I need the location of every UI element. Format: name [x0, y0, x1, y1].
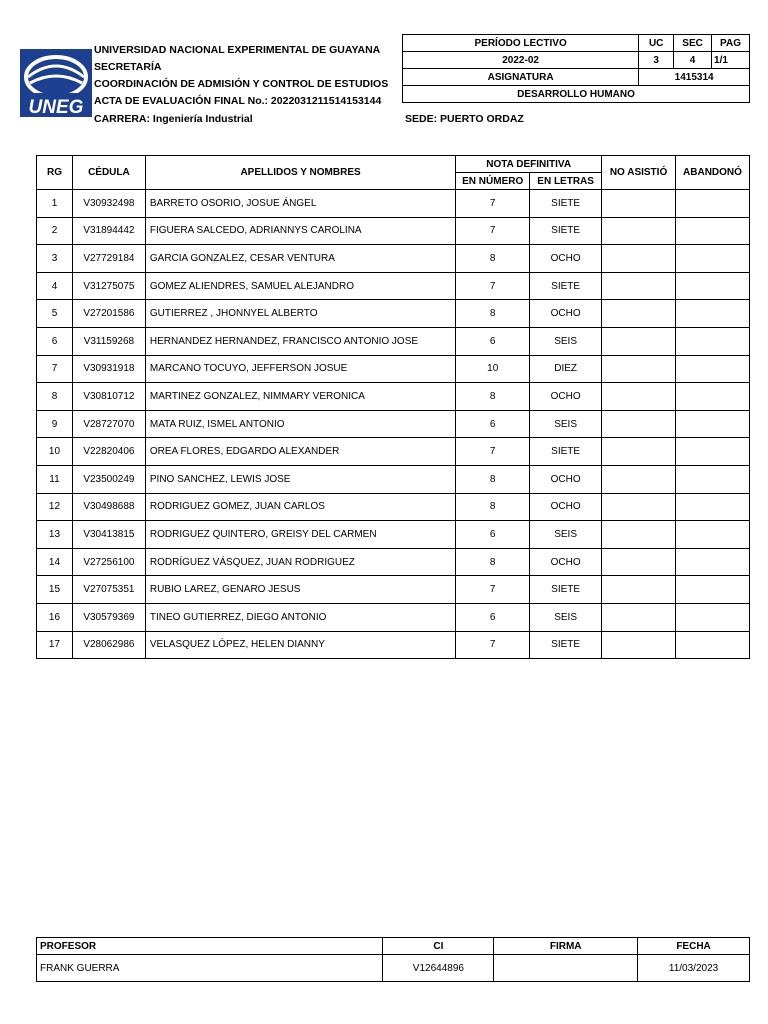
- no-asistio-cell: [602, 272, 676, 300]
- abandono-cell: [675, 603, 749, 631]
- nota-numero-cell: 7: [456, 631, 530, 659]
- header-no-asistio: NO ASISTIÓ: [602, 156, 676, 190]
- header-nombres: APELLIDOS Y NOMBRES: [145, 156, 455, 190]
- cedula-cell: V30931918: [72, 355, 145, 383]
- nota-letras-cell: SIETE: [530, 217, 602, 245]
- firma-cell: [494, 955, 638, 982]
- name-cell: GOMEZ ALIENDRES, SAMUEL ALEJANDRO: [145, 272, 455, 300]
- table-row: [37, 521, 750, 549]
- table-row: [37, 548, 750, 576]
- abandono-cell: [675, 355, 749, 383]
- no-asistio-cell: [602, 603, 676, 631]
- firma-label: FIRMA: [494, 938, 638, 955]
- cedula-cell: V23500249: [72, 465, 145, 493]
- nota-letras-cell: OCHO: [530, 245, 602, 273]
- header-numero: EN NÚMERO: [456, 173, 530, 190]
- no-asistio-cell: [602, 465, 676, 493]
- nota-numero-cell: 7: [456, 576, 530, 604]
- abandono-cell: [675, 245, 749, 273]
- table-row: [37, 576, 750, 604]
- name-cell: FIGUERA SALCEDO, ADRIANNYS CAROLINA: [145, 217, 455, 245]
- rg-cell: 15: [37, 576, 73, 604]
- coordinacion-label: COORDINACIÓN DE ADMISIÓN Y CONTROL DE ESTUDIOS: [94, 78, 389, 90]
- nota-letras-cell: SIETE: [530, 438, 602, 466]
- name-cell: TINEO GUTIERREZ, DIEGO ANTONIO: [145, 603, 455, 631]
- no-asistio-cell: [602, 217, 676, 245]
- nota-numero-cell: 8: [456, 493, 530, 521]
- table-row: [37, 493, 750, 521]
- rg-cell: 5: [37, 300, 73, 328]
- cedula-cell: V30810712: [72, 383, 145, 411]
- professor-table: [36, 937, 750, 982]
- nota-numero-cell: 10: [456, 355, 530, 383]
- name-cell: BARRETO OSORIO, JOSUE ÁNGEL: [145, 190, 455, 218]
- nota-numero-cell: 7: [456, 438, 530, 466]
- name-cell: HERNANDEZ HERNANDEZ, FRANCISCO ANTONIO JOSE: [145, 327, 455, 355]
- table-row: [37, 383, 750, 411]
- abandono-cell: [675, 410, 749, 438]
- abandono-cell: [675, 300, 749, 328]
- no-asistio-cell: [602, 410, 676, 438]
- nota-letras-cell: SIETE: [530, 631, 602, 659]
- no-asistio-cell: [602, 300, 676, 328]
- profesor-name: FRANK GUERRA: [37, 955, 383, 982]
- cedula-cell: V27201586: [72, 300, 145, 328]
- no-asistio-cell: [602, 548, 676, 576]
- header-letras: EN LETRAS: [530, 173, 602, 190]
- name-cell: MATA RUIZ, ISMEL ANTONIO: [145, 410, 455, 438]
- nota-letras-cell: OCHO: [530, 300, 602, 328]
- abandono-cell: [675, 272, 749, 300]
- secretaria-label: SECRETARÍA: [94, 61, 162, 73]
- uneg-logo: [20, 49, 92, 117]
- header-abandono: ABANDONÓ: [675, 156, 749, 190]
- pag-label: PAG: [712, 35, 750, 52]
- table-row: [37, 631, 750, 659]
- university-name: UNIVERSIDAD NACIONAL EXPERIMENTAL DE GUAYANA: [94, 44, 381, 56]
- ci-label: CI: [383, 938, 494, 955]
- no-asistio-cell: [602, 521, 676, 549]
- cedula-cell: V30579369: [72, 603, 145, 631]
- nota-numero-cell: 6: [456, 410, 530, 438]
- cedula-cell: V22820406: [72, 438, 145, 466]
- abandono-cell: [675, 438, 749, 466]
- nota-numero-cell: 7: [456, 217, 530, 245]
- abandono-cell: [675, 383, 749, 411]
- abandono-cell: [675, 521, 749, 549]
- no-asistio-cell: [602, 190, 676, 218]
- no-asistio-cell: [602, 438, 676, 466]
- asignatura-label: ASIGNATURA: [403, 69, 639, 86]
- name-cell: RODRIGUEZ QUINTERO, GREISY DEL CARMEN: [145, 521, 455, 549]
- table-row: [37, 300, 750, 328]
- periodo-label: PERÍODO LECTIVO: [403, 35, 639, 52]
- name-cell: RODRÍGUEZ VÁSQUEZ, JUAN RODRIGUEZ: [145, 548, 455, 576]
- periodo-value: 2022-02: [403, 52, 639, 69]
- rg-cell: 8: [37, 383, 73, 411]
- nota-numero-cell: 6: [456, 327, 530, 355]
- logo-text: UNEG: [28, 97, 84, 117]
- nota-letras-cell: OCHO: [530, 548, 602, 576]
- abandono-cell: [675, 631, 749, 659]
- nota-letras-cell: SIETE: [530, 272, 602, 300]
- cedula-cell: V30413815: [72, 521, 145, 549]
- table-row: [37, 438, 750, 466]
- nota-numero-cell: 7: [456, 190, 530, 218]
- name-cell: VELASQUEZ LÓPEZ, HELEN DIANNY: [145, 631, 455, 659]
- name-cell: GUTIERREZ , JHONNYEL ALBERTO: [145, 300, 455, 328]
- no-asistio-cell: [602, 493, 676, 521]
- sede-label: SEDE: PUERTO ORDAZ: [405, 113, 524, 125]
- asignatura-name: DESARROLLO HUMANO: [403, 86, 750, 103]
- abandono-cell: [675, 217, 749, 245]
- nota-numero-cell: 8: [456, 465, 530, 493]
- nota-numero-cell: 8: [456, 548, 530, 576]
- table-row: [37, 272, 750, 300]
- rg-cell: 11: [37, 465, 73, 493]
- nota-letras-cell: OCHO: [530, 383, 602, 411]
- rg-cell: 16: [37, 603, 73, 631]
- rg-cell: 17: [37, 631, 73, 659]
- carrera-label: CARRERA: Ingeniería Industrial: [94, 113, 253, 125]
- nota-letras-cell: SIETE: [530, 576, 602, 604]
- profesor-label: PROFESOR: [37, 938, 383, 955]
- no-asistio-cell: [602, 327, 676, 355]
- nota-letras-cell: DIEZ: [530, 355, 602, 383]
- cedula-cell: V28062986: [72, 631, 145, 659]
- table-row: [37, 355, 750, 383]
- course-info-table: [402, 34, 750, 103]
- fecha-label: FECHA: [638, 938, 750, 955]
- rg-cell: 14: [37, 548, 73, 576]
- rg-cell: 9: [37, 410, 73, 438]
- pag-value: 1/1: [712, 52, 750, 69]
- rg-cell: 1: [37, 190, 73, 218]
- nota-letras-cell: SIETE: [530, 190, 602, 218]
- nota-letras-cell: SEIS: [530, 327, 602, 355]
- acta-number: ACTA DE EVALUACIÓN FINAL No.: 2022031211514153144: [94, 95, 382, 107]
- table-row: [37, 190, 750, 218]
- table-row: [37, 410, 750, 438]
- abandono-cell: [675, 465, 749, 493]
- name-cell: RODRIGUEZ GOMEZ, JUAN CARLOS: [145, 493, 455, 521]
- uc-label: UC: [639, 35, 674, 52]
- rg-cell: 12: [37, 493, 73, 521]
- header-rg: RG: [37, 156, 73, 190]
- no-asistio-cell: [602, 245, 676, 273]
- abandono-cell: [675, 190, 749, 218]
- table-row: [37, 217, 750, 245]
- abandono-cell: [675, 576, 749, 604]
- nota-letras-cell: SEIS: [530, 521, 602, 549]
- name-cell: GARCIA GONZALEZ, CESAR VENTURA: [145, 245, 455, 273]
- sec-value: 4: [674, 52, 712, 69]
- table-row: [37, 603, 750, 631]
- table-row: [37, 327, 750, 355]
- nota-letras-cell: OCHO: [530, 465, 602, 493]
- sec-label: SEC: [674, 35, 712, 52]
- rg-cell: 10: [37, 438, 73, 466]
- no-asistio-cell: [602, 576, 676, 604]
- name-cell: PINO SANCHEZ, LEWIS JOSE: [145, 465, 455, 493]
- header-nota: NOTA DEFINITIVA: [456, 156, 602, 173]
- rg-cell: 2: [37, 217, 73, 245]
- nota-numero-cell: 8: [456, 383, 530, 411]
- abandono-cell: [675, 548, 749, 576]
- cedula-cell: V30498688: [72, 493, 145, 521]
- fecha-value: 11/03/2023: [638, 955, 750, 982]
- uc-value: 3: [639, 52, 674, 69]
- nota-numero-cell: 8: [456, 300, 530, 328]
- name-cell: RUBIO LAREZ, GENARO JESUS: [145, 576, 455, 604]
- nota-letras-cell: SEIS: [530, 603, 602, 631]
- cedula-cell: V27729184: [72, 245, 145, 273]
- nota-numero-cell: 6: [456, 603, 530, 631]
- rg-cell: 13: [37, 521, 73, 549]
- table-row: [37, 465, 750, 493]
- cedula-cell: V31275075: [72, 272, 145, 300]
- nota-numero-cell: 6: [456, 521, 530, 549]
- name-cell: MARTINEZ GONZALEZ, NIMMARY VERONICA: [145, 383, 455, 411]
- no-asistio-cell: [602, 631, 676, 659]
- no-asistio-cell: [602, 383, 676, 411]
- header-cedula: CÉDULA: [72, 156, 145, 190]
- rg-cell: 4: [37, 272, 73, 300]
- nota-numero-cell: 8: [456, 245, 530, 273]
- cedula-cell: V27075351: [72, 576, 145, 604]
- cedula-cell: V27256100: [72, 548, 145, 576]
- profesor-ci: V12644896: [383, 955, 494, 982]
- nota-numero-cell: 7: [456, 272, 530, 300]
- nota-letras-cell: OCHO: [530, 493, 602, 521]
- grades-table: [36, 155, 750, 659]
- asignatura-code: 1415314: [639, 69, 750, 86]
- cedula-cell: V31894442: [72, 217, 145, 245]
- abandono-cell: [675, 327, 749, 355]
- rg-cell: 6: [37, 327, 73, 355]
- no-asistio-cell: [602, 355, 676, 383]
- rg-cell: 7: [37, 355, 73, 383]
- nota-letras-cell: SEIS: [530, 410, 602, 438]
- cedula-cell: V28727070: [72, 410, 145, 438]
- abandono-cell: [675, 493, 749, 521]
- cedula-cell: V31159268: [72, 327, 145, 355]
- table-row: [37, 245, 750, 273]
- name-cell: MARCANO TOCUYO, JEFFERSON JOSUE: [145, 355, 455, 383]
- rg-cell: 3: [37, 245, 73, 273]
- cedula-cell: V30932498: [72, 190, 145, 218]
- name-cell: OREA FLORES, EDGARDO ALEXANDER: [145, 438, 455, 466]
